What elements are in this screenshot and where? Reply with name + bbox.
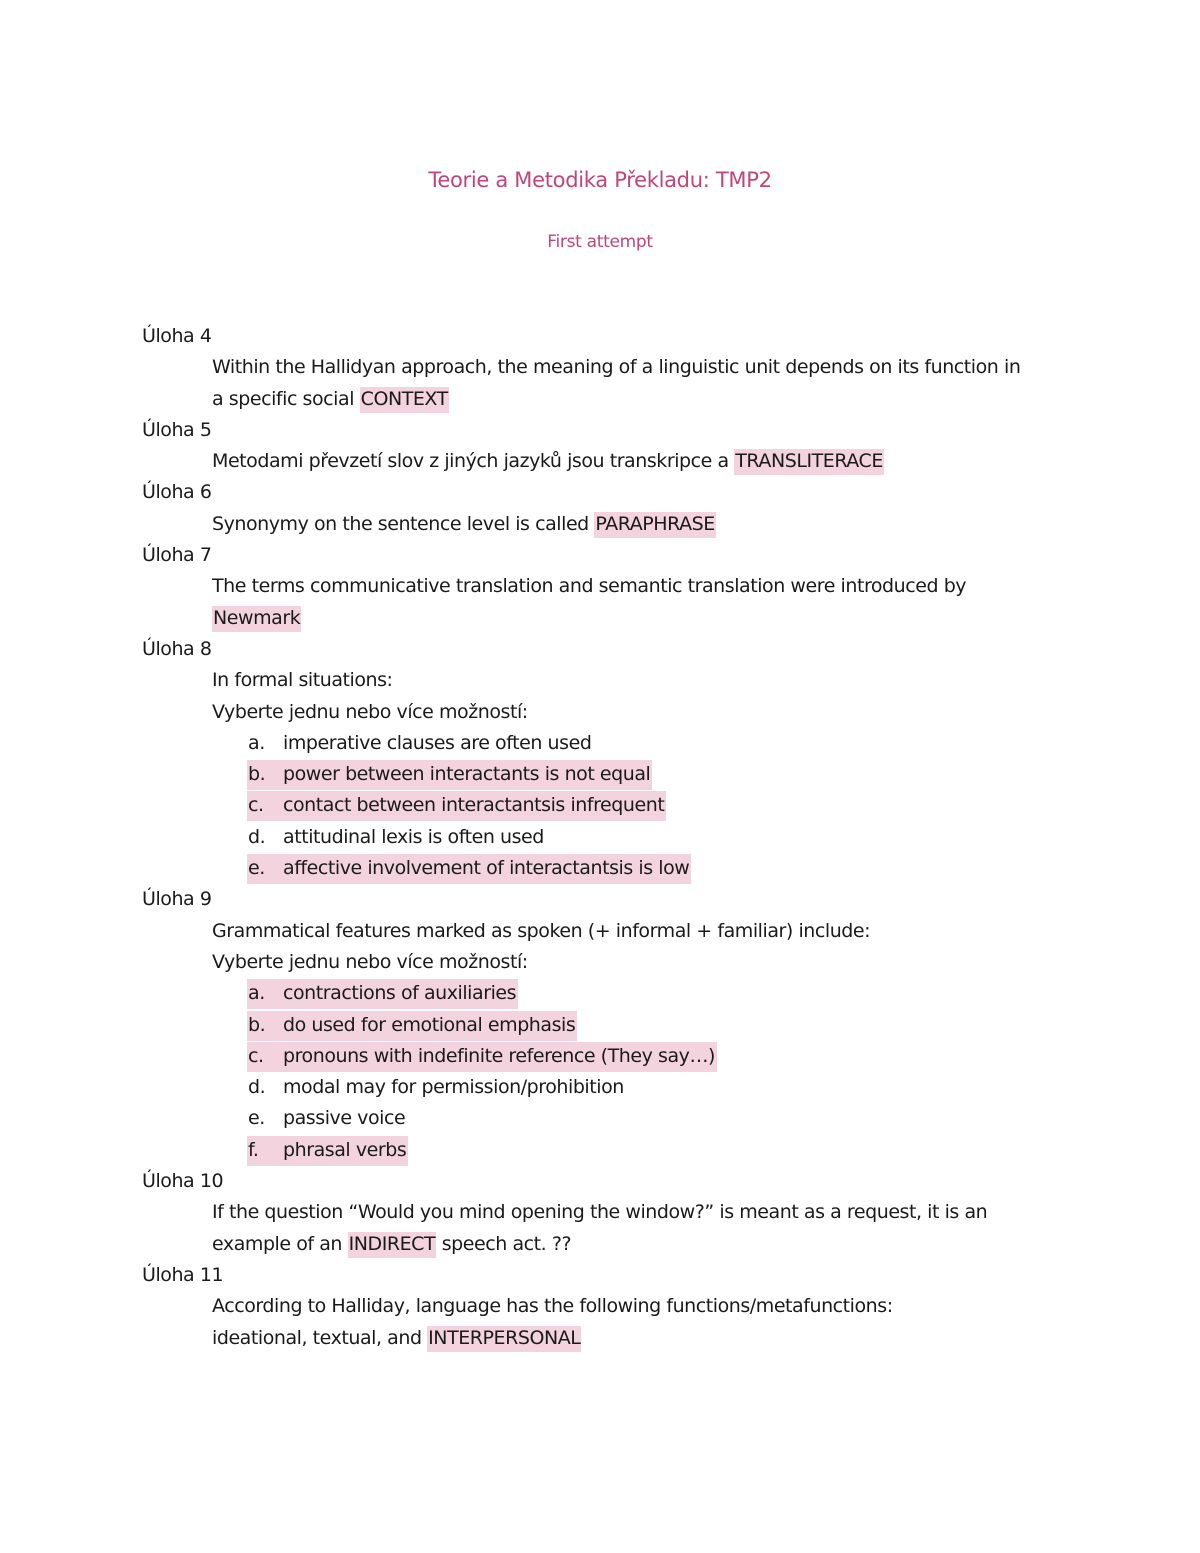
option-letter: d. (248, 1076, 266, 1099)
option-letter: f. (248, 1138, 259, 1161)
question-text: Grammatical features marked as spoken (+ informal + familiar) include: (212, 919, 871, 942)
option-text: do used for emotional emphasis (283, 1013, 576, 1036)
task-label-10: Úloha 10 (142, 1170, 224, 1193)
task-4-question (142, 352, 1082, 415)
task-10-question (142, 1197, 1082, 1260)
task-label-11: Úloha 11 (142, 1263, 224, 1286)
option-letter: a. (248, 731, 265, 754)
options-list (212, 728, 1082, 884)
option-item (247, 790, 1082, 821)
task-label-4: Úloha 4 (142, 325, 212, 347)
option-item (247, 1072, 1082, 1103)
task-list (142, 321, 1082, 1354)
option-text: contractions of auxiliaries (283, 982, 517, 1005)
task-label-5: Úloha 5 (142, 418, 212, 441)
option-letter: b. (248, 1013, 266, 1036)
task-label-9: Úloha 9 (142, 888, 212, 911)
page-subtitle: First attempt (547, 232, 653, 252)
task-label-7: Úloha 7 (142, 544, 212, 567)
option-text: passive voice (283, 1107, 406, 1130)
task-7-question (142, 571, 1082, 634)
task-9-question (142, 916, 1082, 1166)
question-text: If the question “Would you mind opening the window?” is meant as a request, it is an (212, 1201, 988, 1224)
options-list (212, 978, 1082, 1166)
task-11-question (142, 1291, 1082, 1354)
answer-highlight: TRANSLITERACE (734, 449, 884, 475)
question-text: Synonymy on the sentence level is called PARAPHRASE (212, 509, 1082, 540)
option-letter: c. (248, 1044, 264, 1067)
answer-highlight: INTERPERSONAL (427, 1326, 581, 1352)
task-6-question (142, 509, 1082, 540)
question-text: According to Halliday, language has the following functions/metafunctions: (212, 1295, 893, 1318)
answer-highlight: Newmark (212, 606, 301, 632)
question-text (212, 603, 1082, 634)
option-item (247, 1103, 1082, 1134)
answer-highlight: INDIRECT (348, 1232, 437, 1258)
task-label-6: Úloha 6 (142, 481, 212, 504)
option-item (247, 1041, 1082, 1072)
instruction-text: Vyberte jednu nebo více možností: (212, 950, 528, 973)
question-text: Within the Hallidyan approach, the meaning of a linguistic unit depends on its function in (212, 356, 1021, 379)
option-item (247, 1135, 1082, 1166)
option-item (247, 853, 1082, 884)
option-text: pronouns with indefinite reference (They say…) (283, 1044, 715, 1067)
instruction-text: Vyberte jednu nebo více možností: (212, 700, 528, 723)
option-text: attitudinal lexis is often used (283, 825, 544, 848)
question-text: ideational, textual, and INTERPERSONAL (212, 1323, 1082, 1354)
option-text: affective involvement of interactantsis is low (283, 857, 690, 880)
option-text: modal may for permission/prohibition (283, 1076, 624, 1099)
task-label-8: Úloha 8 (142, 637, 212, 660)
option-item (247, 822, 1082, 853)
question-text: Metodami převzetí slov z jiných jazyků jsou transkripce a TRANSLITERACE (212, 446, 1082, 477)
task-5-question (142, 446, 1082, 477)
option-item (247, 728, 1082, 759)
question-text: The terms communicative translation and semantic translation were introduced by (212, 575, 967, 598)
option-letter: c. (248, 794, 264, 817)
option-text: phrasal verbs (283, 1138, 407, 1161)
option-text: contact between interactantsis infrequent (283, 794, 665, 817)
option-text: imperative clauses are often used (283, 731, 592, 754)
question-text: In formal situations: (212, 669, 393, 692)
task-8-question (142, 665, 1082, 884)
question-text: a specific social CONTEXT (212, 384, 1082, 415)
option-item (247, 759, 1082, 790)
answer-highlight: PARAPHRASE (594, 512, 715, 538)
option-letter: d. (248, 825, 266, 848)
question-text: example of an INDIRECT speech act. ?? (212, 1229, 1082, 1260)
option-letter: e. (248, 1107, 265, 1130)
answer-highlight: CONTEXT (360, 387, 449, 413)
option-letter: b. (248, 763, 266, 786)
option-letter: a. (248, 982, 265, 1005)
option-letter: e. (248, 857, 265, 880)
option-text: power between interactants is not equal (283, 763, 651, 786)
page-title: Teorie a Metodika Překladu: TMP2 (428, 168, 772, 192)
option-item (247, 978, 1082, 1009)
option-item (247, 1010, 1082, 1041)
